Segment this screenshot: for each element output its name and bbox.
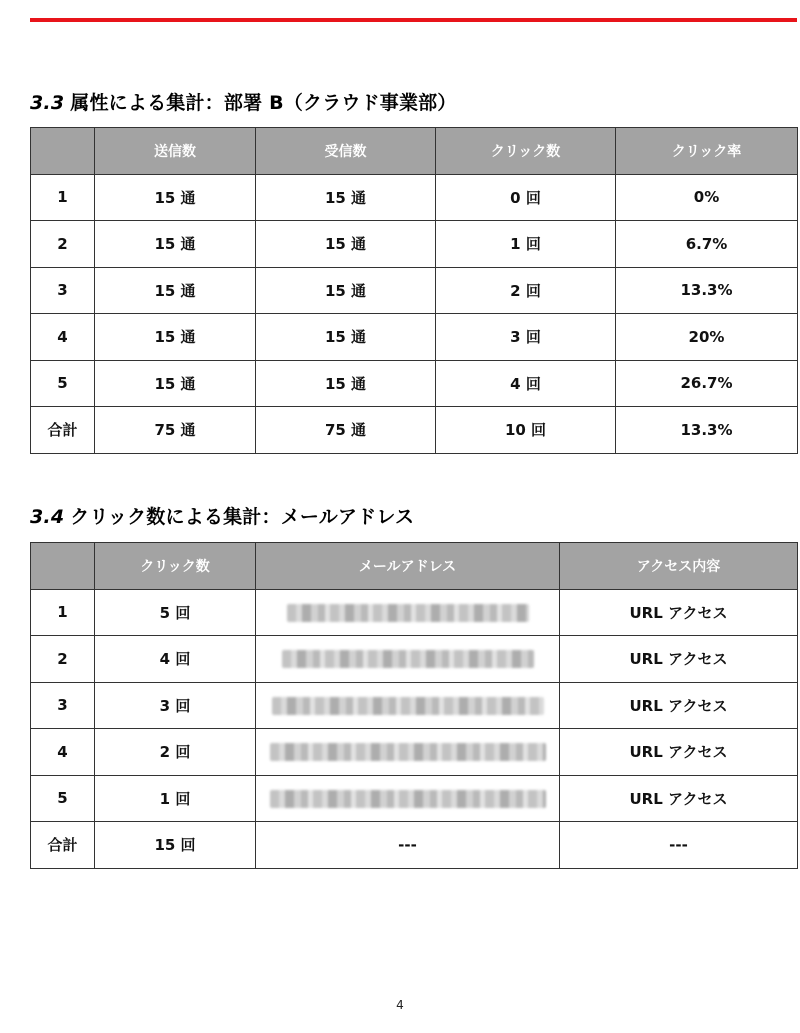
total-sent: 75 通 <box>95 407 256 454</box>
click-count: 3 回 <box>95 682 256 729</box>
table-row <box>31 314 798 361</box>
email-cell <box>256 636 560 683</box>
header-cell-index <box>31 543 95 590</box>
table-row <box>31 775 798 822</box>
total-label: 合計 <box>31 822 95 869</box>
received-count: 15 通 <box>256 267 436 314</box>
section-3-4-title <box>30 502 414 529</box>
header-cell-access-type: アクセス内容 <box>560 543 798 590</box>
sent-count: 15 通 <box>95 174 256 221</box>
redacted-email <box>270 790 546 808</box>
click-count: 4 回 <box>436 360 616 407</box>
total-received: 75 通 <box>256 407 436 454</box>
row-index: 4 <box>31 314 95 361</box>
section-3-3-number: 3.3 <box>30 92 65 114</box>
header-cell-clicks: クリック数 <box>436 128 616 175</box>
total-row <box>31 822 798 869</box>
click-count: 2 回 <box>436 267 616 314</box>
table-row <box>31 174 798 221</box>
header-cell-clicks: クリック数 <box>95 543 256 590</box>
row-index: 5 <box>31 360 95 407</box>
row-index: 2 <box>31 221 95 268</box>
total-row <box>31 407 798 454</box>
table-header-row <box>31 543 798 590</box>
department-b-summary-table <box>30 127 798 454</box>
click-count: 0 回 <box>436 174 616 221</box>
table-row <box>31 682 798 729</box>
page-number: 4 <box>396 998 404 1012</box>
click-rate: 6.7% <box>616 221 798 268</box>
table-row <box>31 729 798 776</box>
email-cell <box>256 729 560 776</box>
sent-count: 15 通 <box>95 221 256 268</box>
click-count: 1 回 <box>95 775 256 822</box>
row-index: 2 <box>31 636 95 683</box>
received-count: 15 通 <box>256 174 436 221</box>
header-cell-received: 受信数 <box>256 128 436 175</box>
total-clicks: 10 回 <box>436 407 616 454</box>
click-rate: 0% <box>616 174 798 221</box>
total-email: --- <box>256 822 560 869</box>
table-row <box>31 589 798 636</box>
section-3-3-heading: 属性による集計：部署 B（クラウド事業部） <box>70 92 457 114</box>
redacted-email <box>272 697 544 715</box>
sent-count: 15 通 <box>95 314 256 361</box>
sent-count: 15 通 <box>95 267 256 314</box>
click-count: 1 回 <box>436 221 616 268</box>
click-rate: 20% <box>616 314 798 361</box>
row-index: 1 <box>31 174 95 221</box>
header-cell-click-rate: クリック率 <box>616 128 798 175</box>
received-count: 15 通 <box>256 221 436 268</box>
row-index: 3 <box>31 682 95 729</box>
received-count: 15 通 <box>256 314 436 361</box>
header-cell-email: メールアドレス <box>256 543 560 590</box>
access-type: URL アクセス <box>560 775 798 822</box>
access-type: URL アクセス <box>560 589 798 636</box>
row-index: 3 <box>31 267 95 314</box>
header-cell-index <box>31 128 95 175</box>
click-count: 3 回 <box>436 314 616 361</box>
total-access-type: --- <box>560 822 798 869</box>
top-red-rule <box>30 18 797 22</box>
email-cell <box>256 775 560 822</box>
received-count: 15 通 <box>256 360 436 407</box>
redacted-email <box>270 743 546 761</box>
header-cell-sent: 送信数 <box>95 128 256 175</box>
table-header-row <box>31 128 798 175</box>
table-row <box>31 360 798 407</box>
click-count-by-email-table <box>30 542 798 869</box>
click-count: 4 回 <box>95 636 256 683</box>
total-click-rate: 13.3% <box>616 407 798 454</box>
row-index: 5 <box>31 775 95 822</box>
click-count: 5 回 <box>95 589 256 636</box>
access-type: URL アクセス <box>560 636 798 683</box>
access-type: URL アクセス <box>560 729 798 776</box>
total-label: 合計 <box>31 407 95 454</box>
redacted-email <box>282 650 534 668</box>
click-rate: 26.7% <box>616 360 798 407</box>
click-rate: 13.3% <box>616 267 798 314</box>
email-cell <box>256 682 560 729</box>
email-cell <box>256 589 560 636</box>
redacted-email <box>287 604 529 622</box>
table-row <box>31 221 798 268</box>
section-3-4-heading: クリック数による集計：メールアドレス <box>70 506 415 528</box>
click-count: 2 回 <box>95 729 256 776</box>
table-row <box>31 636 798 683</box>
table-row <box>31 267 798 314</box>
row-index: 4 <box>31 729 95 776</box>
row-index: 1 <box>31 589 95 636</box>
access-type: URL アクセス <box>560 682 798 729</box>
sent-count: 15 通 <box>95 360 256 407</box>
total-clicks: 15 回 <box>95 822 256 869</box>
section-3-4-number: 3.4 <box>30 506 65 528</box>
section-3-3-title <box>30 88 457 115</box>
